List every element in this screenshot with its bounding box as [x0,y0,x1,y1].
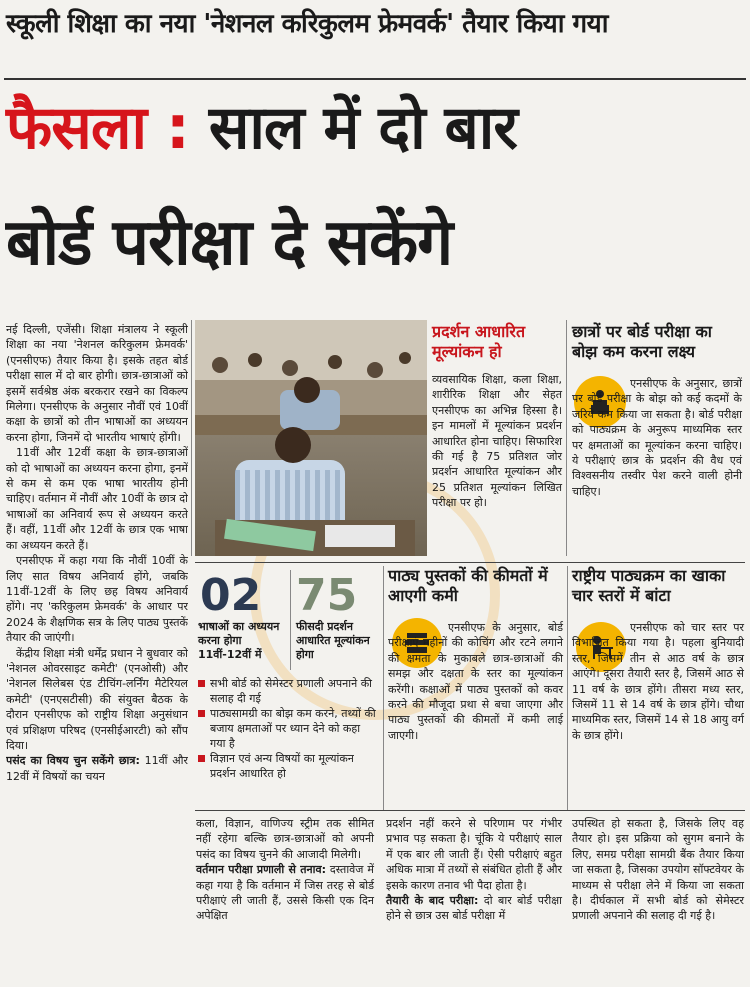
stat-divider [290,570,291,670]
bottom-subhead: वर्तमान परीक्षा प्रणाली से तनाव: [196,863,326,877]
bottom-subhead-paragraph [196,862,374,924]
left-subhead: पसंद का विषय चुन सकेंगे छात्र: [6,754,140,768]
bottom-column-2 [386,816,562,924]
key-point: पाठ्यसामग्री का बोझ कम करने, तथ्यों की बजाय क्षमताओं पर ध्यान देने को कहा गया है [198,706,378,751]
bottom-text: कला, विज्ञान, वाणिज्य स्ट्रीम तक सीमित नहीं रहेगा बल्कि छात्र-छात्राओं को अपनी पसंद का विषय चुनने की आजादी मिलेगी। [196,817,374,861]
kicker-headline: स्कूली शिक्षा का नया 'नेशनल करिकुलम फ्रेमवर्क' तैयार किया गया [6,9,608,39]
column-divider [191,320,192,556]
section-rule [195,562,745,563]
stat-caption-languages: भाषाओं का अध्ययन करना होगा 11वीं-12वीं में [198,620,280,661]
key-point: सभी बोर्ड को सेमेस्टर प्रणाली अपनाने की सलाह दी गई [198,676,378,706]
performance-box-text: व्यवसायिक शिक्षा, कला शिक्षा, शारीरिक शिक्षा और सेहत एनसीएफ का अभिन्न हिस्सा है। इन मामलों में मूल्यांकन प्रदर्शन आधारित होना चाहिए। सिफारिश की गई है 75 प्रतिशत जोर प्रदर्शन आधारित मूल्यांकन और 25 प्रतिशत मूल्यांकन लिखित परीक्षा पर हो। [432,373,562,510]
bottom-subhead-paragraph [386,893,562,924]
key-point: विज्ञान एवं अन्य विषयों का मूल्यांकन प्रदर्शन आधारित हो [198,751,378,781]
left-paragraph: केंद्रीय शिक्षा मंत्री धर्मेंद्र प्रधान ने बुधवार को 'नेशनल ओवरसाइट कमेटी' (एनओसी) और 'नेशनल सिलेबस एंड टीचिंग-लर्निंग मैटेरियल कमेटी' (एनएसटीसी) की संयुक्त बैठक के दौरान एनसीएफ को राष्ट्रीय शिक्षा अनुसंधान एवं प्रशिक्षण परिषद (एनसीईआरटी) को सौंप दिया। [6,646,188,752]
students-exam-photo [195,320,427,556]
stat-number-languages: 02 [200,570,262,621]
burden-box-text: एनसीएफ के अनुसार, छात्रों पर बोर्ड परीक्षा के बोझ को कई कदमों के जरिये कम किया जा सकता है। बोर्ड परीक्षा को पाठ्यक्रम के अनुरूप माध्यमिक स्तर पर क्षमताओं का मूल्यांकन करना चाहिए। ये परीक्षाएं छात्र के प्रदर्शन की वैध एवं विश्वसनीय तस्वीर पेश करने वाली होनी चाहिए। [572,377,742,498]
bottom-text: प्रदर्शन नहीं करने से परिणाम पर गंभीर प्रभाव पड़ सकता है। चूंकि ये परीक्षाएं साल में एक बार ली जाती हैं। ऐसी परीक्षाएं बहुत अधिक मात्रा में तथ्यों से संबंधित होती हैं और इसके कारण तनाव भी पैदा होता है। [386,817,562,892]
left-subhead-text: 11वीं और 12वीं में विषयों का चयन [6,754,188,783]
column-divider [383,566,384,810]
headline-red-part: फैसला : [6,93,189,163]
bottom-column-3: उपस्थित हो सकता है, जिसके लिए वह तैयार हो। इस प्रक्रिया को सुगम बनाने के लिए, समग्र परीक्षा सामग्री बैंक तैयार किया जा सकता है, जिसका उपयोग सॉफ्टवेयर के माध्यम से परीक्षा लेने में किया जा सकता है। दीर्घकाल में सभी बोर्ड को सेमेस्टर प्रणाली अपनाने की सलाह दी गई है। [572,817,744,923]
headline-line1 [6,84,517,166]
bottom-subhead-text: दो बार बोर्ड परीक्षा होने से छात्र उस बोर्ड परीक्षा में [386,894,562,923]
bottom-subhead: तैयारी के बाद परीक्षा: [386,894,479,908]
stat-caption-percent: फीसदी प्रदर्शन आधारित मूल्यांकन होगा [296,620,370,661]
levels-box-text: एनसीएफ को चार स्तर पर विभाजित किया गया है। पहला बुनियादी स्तर, जिसमें तीन से आठ वर्ष के छात्र आएंगे। दूसरा तैयारी स्तर है, जिसमें आठ से 11 वर्ष के छात्र होंगे। तीसरा मध्य स्तर, जिसमें 11 से 14 वर्ष के छात्र होंगे। चौथा माध्यमिक स्तर, जिसमें 14 से 18 आयु वर्ग के छात्र होंगे। [572,621,744,742]
bottom-column-1 [196,816,374,924]
column-divider [567,566,568,810]
books-box-title: पाठ्य पुस्तकों की कीमतों में आएगी कमी [388,566,548,605]
key-points-list [198,676,378,781]
performance-box-title: प्रदर्शन आधारित मूल्यांकन हो [432,322,526,361]
column-divider [566,320,567,556]
students-photo-illustration [195,320,427,556]
headline-line1-rest: साल में दो बार [188,93,517,163]
kicker-rule [4,78,746,80]
left-paragraph: 11वीं और 12वीं कक्षा के छात्र-छात्राओं को दो भाषाओं का अध्ययन करना होगा, इनमें से कम से कम एक भाषा भारतीय होनी चाहिए। वर्तमान में नौवीं और 10वीं के छात्र दो भाषाओं का अनिवार्य रूप से अध्ययन करते हैं। वहीं, 11वीं और 12वीं के छात्र एक भाषा का अध्ययन करते हैं। [6,446,188,552]
burden-box-title: छात्रों पर बोर्ड परीक्षा का बोझ कम करना लक्ष्य [572,322,712,361]
left-column [6,322,188,986]
left-paragraph: नई दिल्ली, एजेंसी। शिक्षा मंत्रालय ने स्कूली शिक्षा का नया 'नेशनल करिकुलम फ्रेमवर्क' (एनसीएफ) तैयार किया है। इसके तहत बोर्ड परीक्षा साल में दो बार होगी। छात्र-छात्राओं को इसमें सर्वश्रेष्ठ अंक बरकरार रखने का विकल्प मिलेगा। एनसीएफ के अनुसार नौवीं एवं 10वीं कक्षा के छात्रों को तीन भाषाओं का अध्ययन करना होगा, जिनमें दो भारतीय भाषाएं होंगी। [6,323,188,444]
stat-number-percent: 75 [296,570,358,621]
levels-box-title: राष्ट्रीय पाठ्यक्रम का खाका चार स्तरों में बांटा [572,566,726,605]
bottom-subhead-text: दस्तावेज में कहा गया है कि वर्तमान में जिस तरह से बोर्ड परीक्षाएं ली जाती हैं, उससे किसी एक दिन अपेक्षित [196,863,374,923]
books-box-text: एनसीएफ के अनुसार, बोर्ड परीक्षाएं महीनों की कोचिंग और रटने लगाने की क्षमता के मुकाबले छात्र-छात्राओं की समझ और दक्षता के स्तर का मूल्यांकन करेंगी। कक्षाओं में पाठ्य पुस्तकों को कवर करने की मौजूदा प्रथा से बचा जाएगा और पाठ्य पुस्तकों की कीमतों में कमी लाई जाएगी। [388,621,563,742]
headline-line2: बोर्ड परीक्षा दे सकेंगे [6,206,453,280]
section-rule [195,810,745,811]
left-paragraph: एनसीएफ में कहा गया कि नौवीं 10वीं के लिए सात विषय अनिवार्य होंगे, जबकि 11वीं-12वीं के लिए छह विषय अनिवार्य होंगे। नए 'करिकुलम फ्रेमवर्क' के आधार पर 2024 के शैक्षणिक सत्र के लिए पाठ्य पुस्तकें तैयार की जाएंगी। [6,554,188,645]
left-subhead-paragraph [6,753,188,784]
